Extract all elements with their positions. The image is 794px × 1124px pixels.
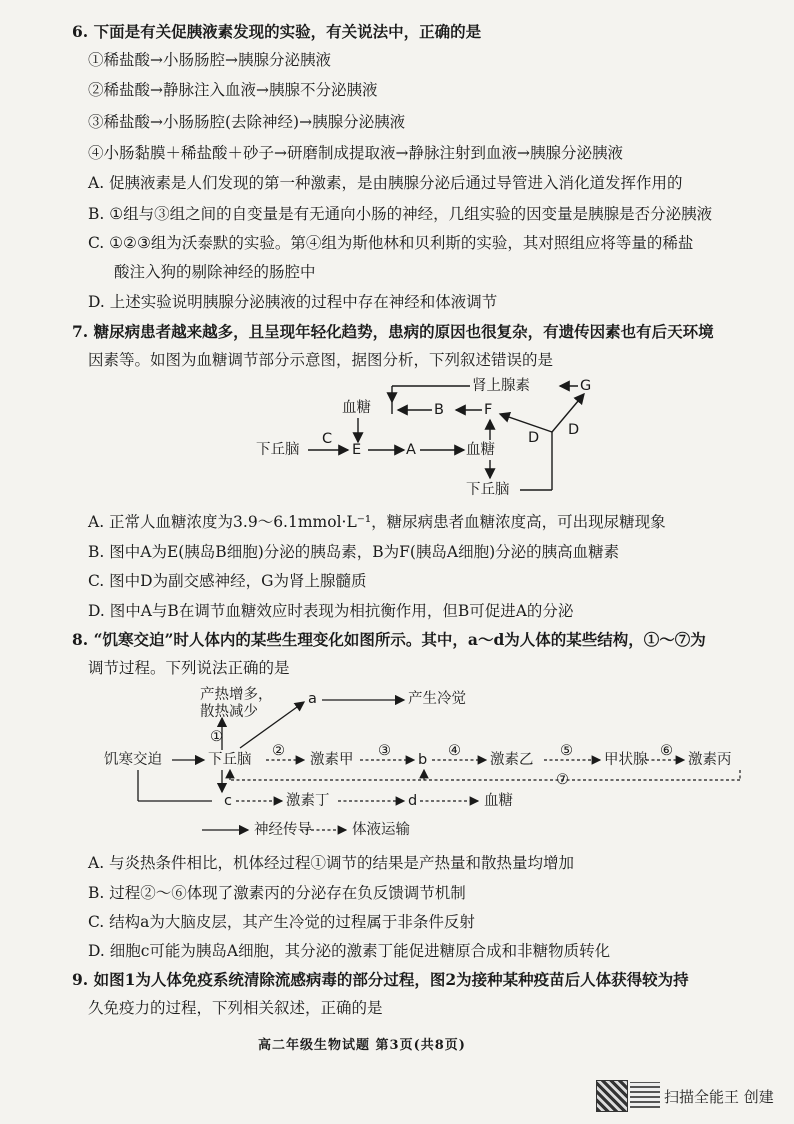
q8-a-label: a [308,691,317,707]
q8-blood-glucose: 血糖 [484,793,513,809]
q8-hormone-ding: 激素丁 [286,793,330,809]
q7-adrenaline-label: 肾上腺素 [472,378,530,394]
q6-option-c: C. ①②③组为沃泰默的实验。第④组为斯他林和贝利斯的实验，其对照组应将等量的稀盐 [88,234,694,252]
q8-process-5: ⑤ [560,743,573,759]
q6-stem: 6. 下面是有关促胰液素发现的实验，有关说法中，正确的是 [72,22,482,41]
q8-process-4: ④ [448,743,461,759]
app-logo-icon [630,1082,660,1108]
q6-option-a: A. 促胰液素是人们发现的第一种激素，是由胰腺分泌后通过导管进入消化道发挥作用的 [88,174,683,192]
q8-process-3: ③ [378,743,391,759]
q8-heat-production: 产热增多， [200,687,273,703]
q8-legend-humoral: 体液运输 [352,822,410,838]
q8-hunger-cold: 饥寒交迫 [104,752,162,768]
q6-option-c-cont: 酸注入狗的剔除神经的肠腔中 [114,263,316,281]
q8-option-b: B. 过程②～⑥体现了激素丙的分泌存在负反馈调节机制 [88,884,466,902]
q7-blood-glucose-1: 血糖 [342,400,371,416]
q8-hormone-jia: 激素甲 [310,752,354,768]
q7-d-label-1: D [528,430,540,446]
q7-hypothalamus-2: 下丘脑 [466,482,510,498]
q8-legend-neural: 神经传导 [254,822,312,838]
q9-stem: 9. 如图1为人体免疫系统清除流感病毒的部分过程，图2为接种某种疫苗后人体获得较为持 [72,970,689,989]
q7-e-label: E [352,442,362,458]
q7-option-d: D. 图中A与B在调节血糖效应时表现为相抗衡作用，但B可促进A的分泌 [88,602,574,620]
q8-d-label: d [408,793,418,809]
q8-b-label: b [418,752,428,768]
q8-heat-dissipation: 散热减少 [200,704,258,720]
q8-process-2: ② [272,743,285,759]
q7-g-label: G [580,378,592,394]
q7-stem: 7. 糖尿病患者越来越多，且呈现年轻化趋势，患病的原因也很复杂，有遗传因素也有后天环境 [72,322,714,341]
q7-f-label: F [484,402,493,418]
q6-experiment-3: ③稀盐酸→小肠肠腔(去除神经)→胰腺分泌胰液 [88,113,406,131]
q7-option-b: B. 图中A为E(胰岛B细胞)分泌的胰岛素，B为F(胰岛A细胞)分泌的胰高血糖素 [88,543,620,561]
q7-option-c: C. 图中D为副交感神经，G为肾上腺髓质 [88,572,367,590]
q8-process-1: ① [210,729,223,745]
q8-option-d: D. 细胞c可能为胰岛A细胞，其分泌的激素丁能促进糖原合成和非糖物质转化 [88,942,611,960]
q8-cold-sensation: 产生冷觉 [408,691,466,707]
q8-option-c: C. 结构a为大脑皮层，其产生冷觉的过程属于非条件反射 [88,913,475,931]
q8-process-7: ⑦ [556,772,569,788]
q6-option-b: B. ①组与③组之间的自变量是有无通向小肠的神经，几组实验的因变量是胰腺是否分泌胰液 [88,205,713,223]
q8-option-a: A. 与炎热条件相比，机体经过程①调节的结果是产热量和散热量均增加 [88,854,575,872]
q6-experiment-1: ①稀盐酸→小肠肠腔→胰腺分泌胰液 [88,51,331,69]
q8-c-label: c [224,793,232,809]
page-footer: 高二年级生物试题 第3页(共8页) [258,1038,466,1053]
q8-thyroid: 甲状腺 [604,752,648,768]
q7-blood-glucose-2: 血糖 [466,442,495,458]
q8-stem-cont: 调节过程。下列说法正确的是 [88,659,290,677]
q8-hypothalamus: 下丘脑 [208,752,252,768]
q9-stem-cont: 久免疫力的过程，下列相关叙述，正确的是 [88,999,383,1017]
q8-stem: 8. “饥寒交迫”时人体内的某些生理变化如图所示。其中，a～d为人体的某些结构，①～⑦为 [72,630,706,649]
q8-hormone-bing: 激素丙 [688,752,732,768]
q8-process-6: ⑥ [660,743,673,759]
q6-experiment-2: ②稀盐酸→静脉注入血液→胰腺不分泌胰液 [88,81,378,99]
qr-code-icon [596,1080,628,1112]
scanner-watermark: 扫描全能王 创建 [664,1088,774,1106]
q6-option-d: D. 上述实验说明胰腺分泌胰液的过程中存在神经和体液调节 [88,293,498,311]
q7-stem-cont: 因素等。如图为血糖调节部分示意图，据图分析，下列叙述错误的是 [88,351,554,369]
q7-c-label: C [322,431,333,447]
q8-hormone-yi: 激素乙 [490,752,534,768]
q6-experiment-4: ④小肠黏膜＋稀盐酸＋砂子→研磨制成提取液→静脉注射到血液→胰腺分泌胰液 [88,144,623,162]
q7-a-label: A [406,442,416,458]
q7-b-label: B [434,402,444,418]
q7-hypothalamus-1: 下丘脑 [256,442,300,458]
q7-option-a: A. 正常人血糖浓度为3.9～6.1mmol·L⁻¹，糖尿病患者血糖浓度高，可出现尿糖现象 [88,513,666,531]
q7-d-label-2: D [568,422,580,438]
